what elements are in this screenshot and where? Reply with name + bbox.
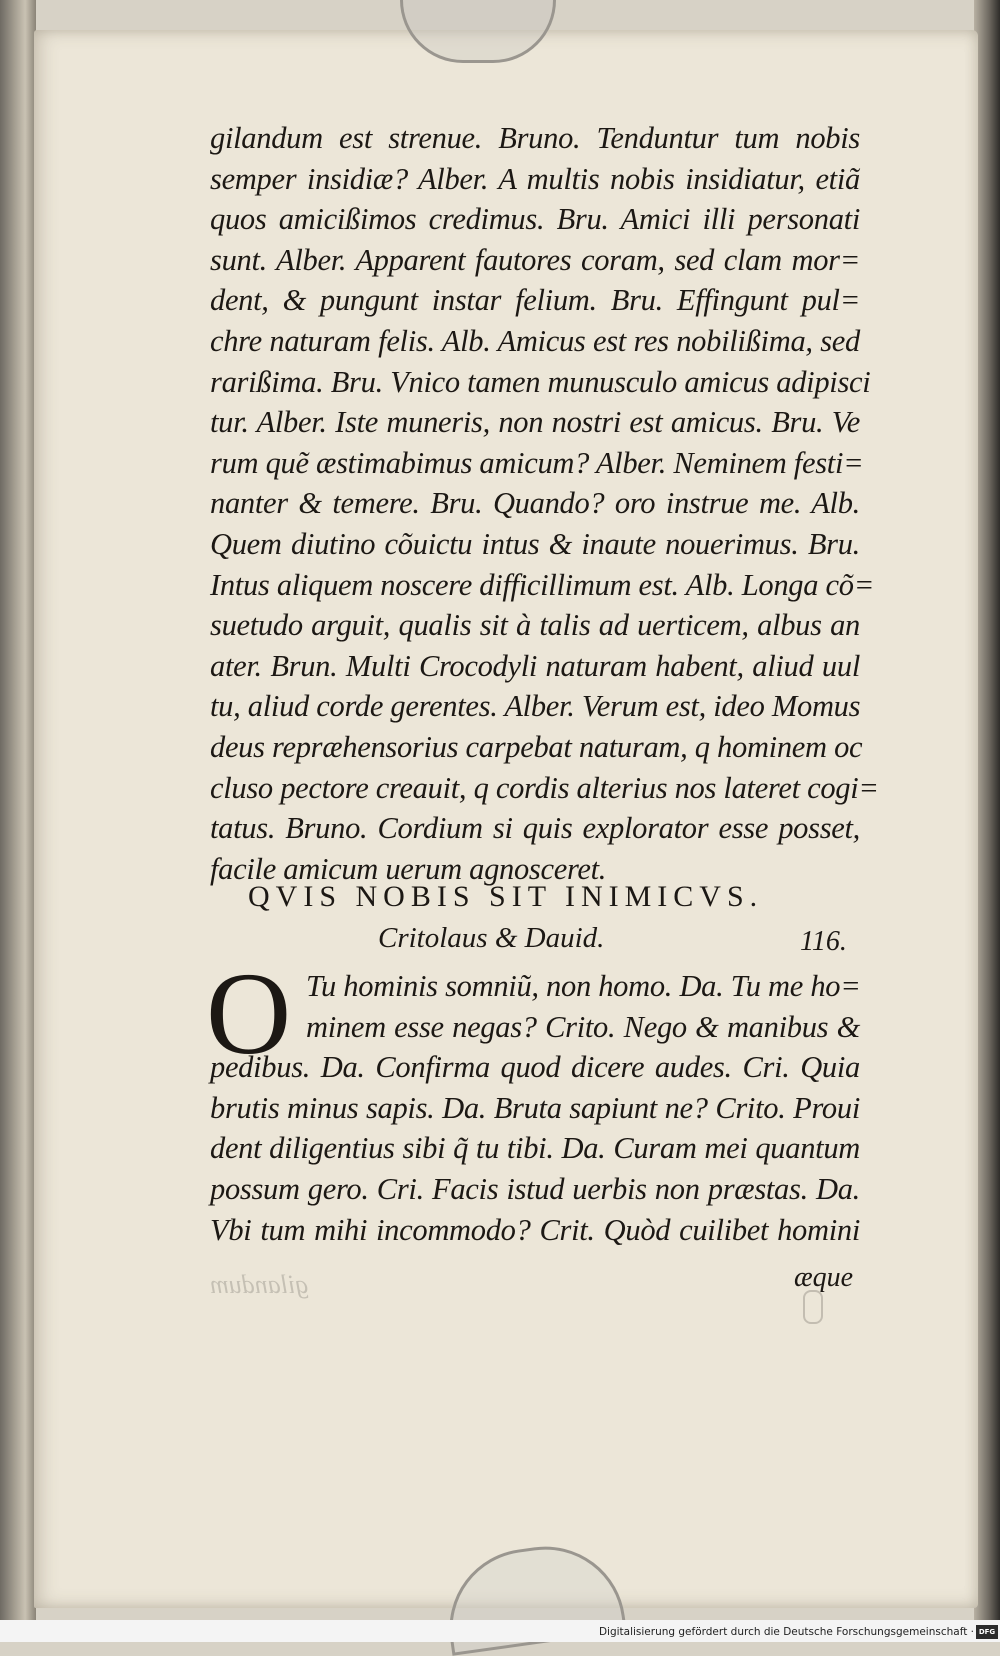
text-line: suetudo arguit, qualis sit à talis ad uerticem, albus an (210, 608, 860, 643)
text-line: dent diligentius sibi q̃ tu tibi. Da. Curam mei quantum (210, 1131, 860, 1166)
text-line: semper insidiæ? Alber. A multis nobis insidiatur, etiã (210, 161, 860, 196)
bleed-through-text: gilandum (210, 1270, 309, 1299)
text-line: deus repræhensorius carpebat naturam, q hominem oc (210, 729, 863, 764)
text-line: gilandum est strenue. Bruno. Tenduntur tum nobis (210, 121, 860, 155)
text-line: Tu hominis somniũ, non homo. Da. Tu me ho= (306, 969, 861, 1003)
text-line: Quem diutino cõuictu intus & inaute nouerimus. Bru. (210, 526, 860, 561)
text-line: quos amicißimos credimus. Bru. Amici illi personati (210, 202, 860, 237)
text-line: cluso pectore creauit, q cordis alterius nos lateret cogi= (210, 770, 879, 805)
text-line: rum quẽ æstimabimus amicum? Alber. Neminem festi= (210, 445, 864, 480)
section-heading: QVIS NOBIS SIT INIMICVS. (248, 880, 764, 913)
text-line: tatus. Bruno. Cordium si quis explorator esse posset, (210, 811, 860, 846)
drop-cap-initial: O (206, 948, 292, 1079)
text-line: nanter & temere. Bru. Quando? oro instrue me. Alb. (210, 486, 860, 521)
text-line: rarißima. Bru. Vnico tamen munusculo amicus adipisci (210, 364, 871, 399)
text-line: minem esse negas? Crito. Nego & manibus & (306, 1009, 860, 1044)
book-fore-edge-left (0, 0, 36, 1642)
text-line: Vbi tum mihi incommodo? Crit. Quòd cuilibet homini (210, 1212, 860, 1247)
dialogue-text (210, 966, 860, 1250)
text-line: possum gero. Cri. Facis istud uerbis non præstas. Da. (210, 1171, 860, 1206)
text-line: pedibus. Da. Confirma quod dicere audes. Cri. Quia (210, 1050, 860, 1085)
text-line: Intus aliquem noscere difficillimum est. Alb. Longa cõ= (210, 567, 875, 602)
text-line: facile amicum uerum agnosceret. (210, 851, 607, 886)
paper-mark (803, 1290, 823, 1324)
page-body-text (210, 118, 879, 889)
footer-credit: Digitalisierung gefördert durch die Deutsche Forschungsgemeinschaft · (598, 1626, 974, 1638)
text-line: tu, aliud corde gerentes. Alber. Verum est, ideo Momus (210, 689, 861, 724)
text-line: chre naturam felis. Alb. Amicus est res nobilißima, sed (210, 323, 860, 358)
text-line: dent, & pungunt instar felium. Bru. Effingunt pul= (210, 283, 860, 318)
text-line: sunt. Alber. Apparent fautores coram, sed clam mor= (210, 242, 860, 277)
catchword: æque (794, 1262, 854, 1293)
folio-number: 116. (800, 926, 847, 957)
text-line: ater. Brun. Multi Crocodyli naturam habent, aliud uul (210, 648, 860, 683)
speakers-line: Critolaus & Dauid. (378, 922, 605, 954)
text-line: tur. Alber. Iste muneris, non nostri est amicus. Bru. Ve (210, 405, 860, 440)
text-line: brutis minus sapis. Da. Bruta sapiunt ne? Crito. Proui (210, 1090, 860, 1125)
dfg-logo: DFG (976, 1625, 998, 1639)
